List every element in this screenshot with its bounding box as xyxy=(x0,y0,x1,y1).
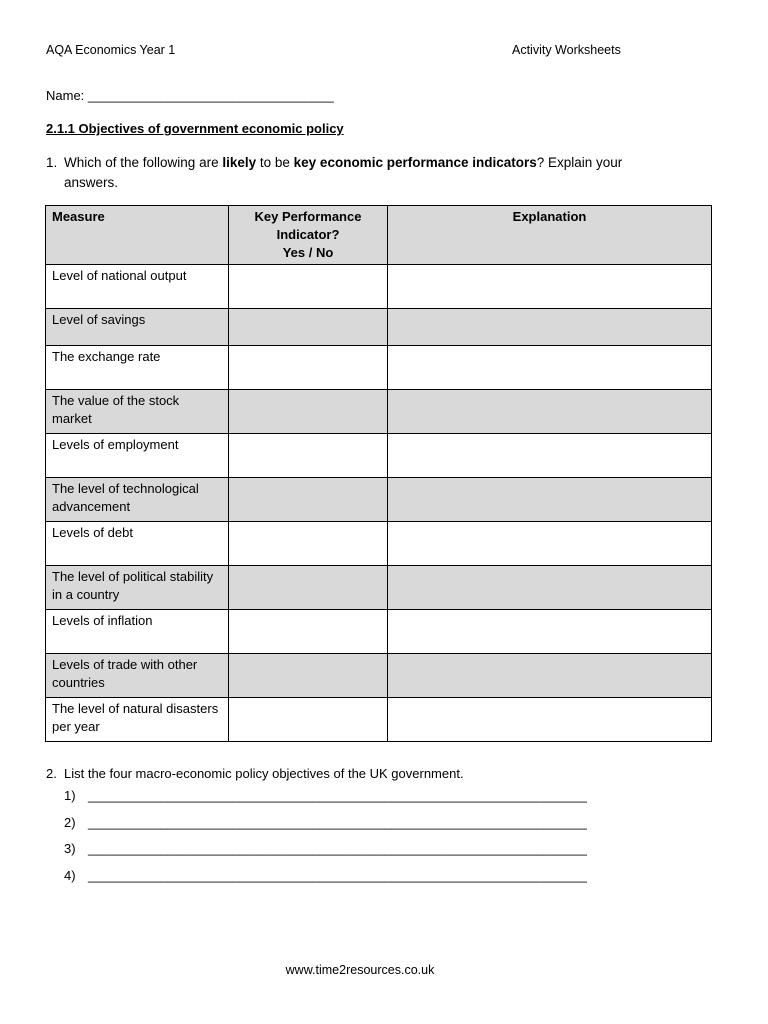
explanation-cell[interactable] xyxy=(388,478,712,522)
header-kpi-line: Yes / No xyxy=(282,245,334,260)
question-2-number: 2. xyxy=(46,766,57,781)
table-row xyxy=(46,265,712,309)
explanation-cell[interactable] xyxy=(388,265,712,309)
measure-cell: The exchange rate xyxy=(46,346,229,390)
question-1-emphasis-likely: likely xyxy=(222,155,257,170)
answer-blank[interactable]: _____________________________________________________________________ xyxy=(88,815,587,830)
question-1-text-part: ? Explain your answers. xyxy=(64,155,623,190)
question-1-text-part: Which of the following are xyxy=(64,155,223,170)
kpi-answer-cell[interactable] xyxy=(229,478,388,522)
measure-cell: The value of the stock market xyxy=(46,390,229,434)
table-row xyxy=(46,434,712,478)
kpi-answer-cell[interactable] xyxy=(229,522,388,566)
question-2-text: List the four macro-economic policy objectives of the UK government. xyxy=(64,766,464,781)
question-1-text xyxy=(64,153,666,193)
kpi-answer-cell[interactable] xyxy=(229,309,388,346)
answer-label: 2) xyxy=(64,815,76,830)
measure-cell: Level of savings xyxy=(46,309,229,346)
answer-line-4[interactable] xyxy=(64,868,587,883)
table-row xyxy=(46,309,712,346)
measure-cell: Level of national output xyxy=(46,265,229,309)
answer-line-3[interactable] xyxy=(64,841,587,856)
kpi-answer-cell[interactable] xyxy=(229,610,388,654)
answer-label: 4) xyxy=(64,868,76,883)
answer-blank[interactable]: _____________________________________________________________________ xyxy=(88,788,587,803)
header-course-title: AQA Economics Year 1 xyxy=(46,43,176,57)
header-kpi-line: Key Performance xyxy=(254,209,362,224)
header-worksheet-label: Activity Worksheets xyxy=(512,43,621,57)
name-field[interactable]: Name: __________________________________ xyxy=(46,88,334,103)
answer-line-2[interactable] xyxy=(64,815,587,830)
section-title: 2.1.1 Objectives of government economic policy xyxy=(46,121,344,136)
table-row xyxy=(46,566,712,610)
kpi-answer-cell[interactable] xyxy=(229,654,388,698)
kpi-answer-cell[interactable] xyxy=(229,265,388,309)
header-kpi-line: Indicator? xyxy=(276,227,340,242)
explanation-cell[interactable] xyxy=(388,309,712,346)
explanation-cell[interactable] xyxy=(388,346,712,390)
table-row xyxy=(46,698,712,742)
kpi-answer-cell[interactable] xyxy=(229,566,388,610)
kpi-answer-cell[interactable] xyxy=(229,434,388,478)
header-kpi xyxy=(229,206,388,265)
answer-blank[interactable]: _____________________________________________________________________ xyxy=(88,841,587,856)
kpi-answer-cell[interactable] xyxy=(229,346,388,390)
measure-cell: Levels of trade with other countries xyxy=(46,654,229,698)
table-row xyxy=(46,346,712,390)
measure-cell: Levels of employment xyxy=(46,434,229,478)
explanation-cell[interactable] xyxy=(388,434,712,478)
explanation-cell[interactable] xyxy=(388,654,712,698)
kpi-answer-cell[interactable] xyxy=(229,698,388,742)
header-measure: Measure xyxy=(46,206,229,265)
header-explanation: Explanation xyxy=(388,206,712,265)
table-row xyxy=(46,610,712,654)
explanation-cell[interactable] xyxy=(388,698,712,742)
table-header-row xyxy=(46,206,712,265)
measure-cell: Levels of inflation xyxy=(46,610,229,654)
question-1-emphasis-kpi: key economic performance indicators xyxy=(293,155,537,170)
measure-cell: Levels of debt xyxy=(46,522,229,566)
question-1 xyxy=(46,153,666,193)
measure-cell: The level of technological advancement xyxy=(46,478,229,522)
answer-blank[interactable]: _____________________________________________________________________ xyxy=(88,868,587,883)
kpi-table xyxy=(45,205,712,742)
answer-line-1[interactable] xyxy=(64,788,587,803)
answer-label: 1) xyxy=(64,788,76,803)
measure-cell: The level of political stability in a country xyxy=(46,566,229,610)
table-row xyxy=(46,478,712,522)
question-2 xyxy=(46,766,464,781)
footer-website: www.time2resources.co.uk xyxy=(285,963,435,977)
explanation-cell[interactable] xyxy=(388,522,712,566)
explanation-cell[interactable] xyxy=(388,610,712,654)
question-1-text-part: to be xyxy=(256,155,294,170)
explanation-cell[interactable] xyxy=(388,566,712,610)
table-row xyxy=(46,390,712,434)
table-row xyxy=(46,522,712,566)
question-1-number: 1. xyxy=(46,155,58,170)
explanation-cell[interactable] xyxy=(388,390,712,434)
answer-label: 3) xyxy=(64,841,76,856)
table-row xyxy=(46,654,712,698)
kpi-answer-cell[interactable] xyxy=(229,390,388,434)
measure-cell: The level of natural disasters per year xyxy=(46,698,229,742)
